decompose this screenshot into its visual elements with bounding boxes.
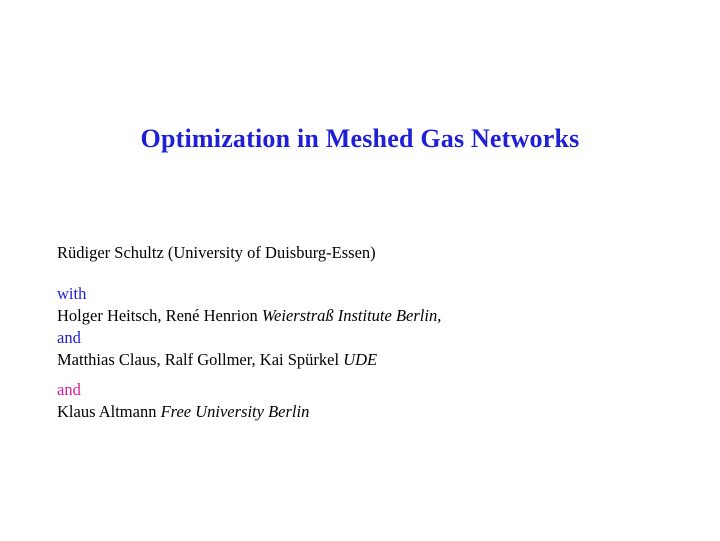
- trailing-punct: ,: [437, 306, 442, 325]
- coauthor-names: Klaus Altmann: [57, 402, 157, 421]
- connector-with: with: [57, 284, 87, 303]
- connector-and-2: and: [57, 380, 81, 399]
- author-line: Rüdiger Schultz (University of Duisburg-Essen): [57, 243, 376, 262]
- affiliation: Free University Berlin: [160, 402, 310, 421]
- affiliation: UDE: [343, 350, 378, 369]
- coauthor-group-2: [57, 350, 377, 370]
- coauthor-group-3: [57, 402, 309, 422]
- affiliation: Weierstraß Institute Berlin: [261, 306, 438, 325]
- coauthor-group-1: [57, 306, 441, 326]
- slide-title: Optimization in Meshed Gas Networks: [140, 124, 580, 153]
- coauthor-names: Holger Heitsch, René Henrion: [57, 306, 258, 325]
- connector-and-1: and: [57, 328, 81, 347]
- coauthor-names: Matthias Claus, Ralf Gollmer, Kai Spürkel: [57, 350, 340, 369]
